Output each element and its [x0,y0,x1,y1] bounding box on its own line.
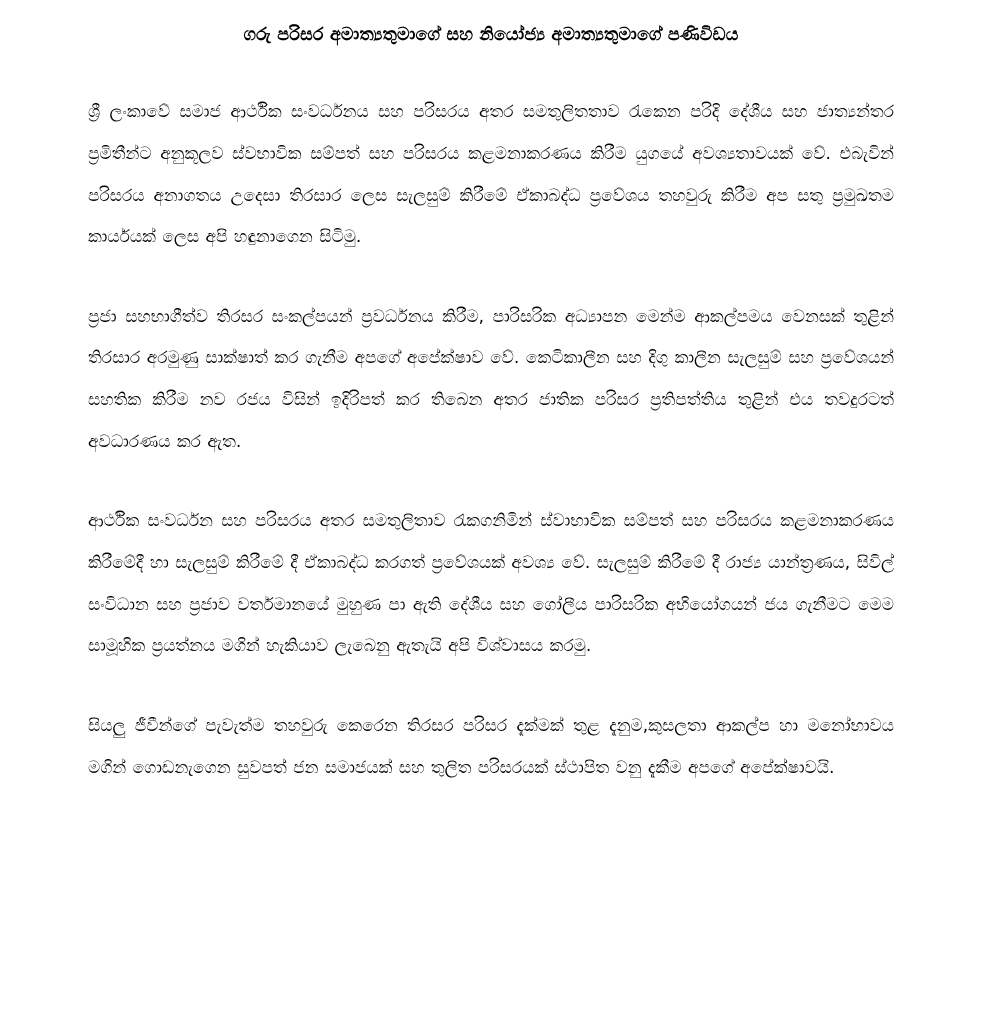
paragraph: ප්‍රජා සහභාගීත්ව තිරසර සංකල්පයන් ප්‍රවර්ධනය කිරීම, පාරිසරික අධ්‍යාපන මෙන්ම ආකල්පමය වෙනසක් තුළින් තිරසාර අරමුණු සාක්ෂාත් කර ගැනීම අපගේ අපේක්ෂාව වේ. කෙටිකාලීන සහ දිගු කාලීන සැලසුම් සහ ප්‍රවේශයන් සහතික කිරීම නව රජය විසින් ඉදිරිපත් කර තිබෙන අතර ජාතික පරිසර ප්‍රතිපත්තිය තුළින් එය තවදුරටත් අවධාරණය කර ඇත. [88,306,894,452]
paragraph: සියලු ජීවීන්ගේ පැවැත්ම තහවුරු කෙරෙන තිරසර පරිසර දැක්මක් තුළ දැනුම,කුසලතා ආකල්ප හා මනෝභාවය මගින් ගොඩනැගෙන සුවපත් ජන සමාජයක් සහ තුලිත පරිසරයක් ස්ථාපිත වනු දැකීම අපගේ අපේක්ෂාවයි. [88,715,894,778]
paragraph: ශ්‍රී ලංකාවේ සමාජ ආර්ථික සංවර්ධනය සහ පරිසරය අතර සමතුලිතතාව රැකෙන පරිදි දේශීය සහ ජාත්‍යන්තර ප්‍රමිතීන්ට අනුකූලව ස්වභාවික සම්පත් සහ පරිසරය කළමනාකරණය කිරීම යුගයේ අවශ්‍යතාවයක් වේ. එබැවින් පරිසරය අනාගතය උදෙසා තිරසාර ලෙස සැලසුම් කිරීමේ ඒකාබද්ධ ප්‍රවේශය තහවුරු කිරීම අප සතු ප්‍රමුඛතම කාර්යයක් ලෙස අපි හඳුනාගෙන සිටිමු. [88,102,894,248]
document-body [88,92,894,789]
paragraph: ආර්ථික සංවර්ධන සහ පරිසරය අතර සමතුලිතාව රැකගනිමින් ස්වාභාවික සම්පත් සහ පරිසරය කළමනාකරණය කිරීමේදී හා සැලසුම් කිරීමේ දී ඒකාබද්ධ කරගත් ප්‍රවේශයක් අවශ්‍ය වේ. සැලසුම් කිරීමේ දී රාජ්‍ය යාන්ත්‍රණය, සිවිල් සංවිධාන සහ ප්‍රජාව වර්තමානයේ මුහුණ පා ඇති දේශීය සහ ගෝලීය පාරිසරික අභියෝගයන් ජය ගැනීමට මෙම සාමූහික ප්‍රයත්නය මගින් හැකියාව ලැබෙනු ඇතැයි අපි විශ්වාසය කරමු. [88,511,894,657]
page-title: ගරු පරිසර අමාත්‍යතුමාගේ සහ නියෝජ්‍ය අමාත්‍යතුමාගේ පණිවිඩය [243,25,739,45]
